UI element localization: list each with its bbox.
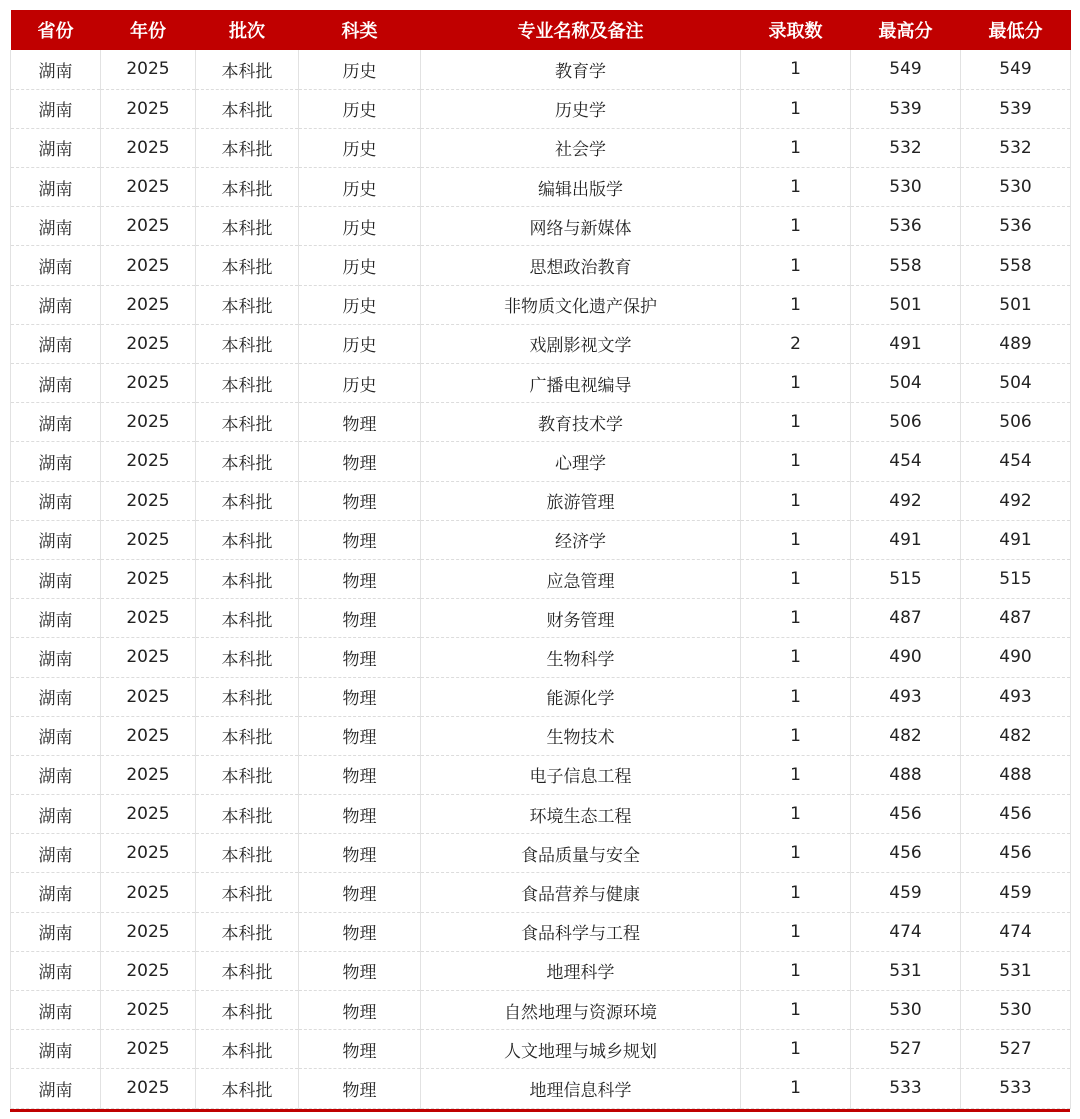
cell-subject: 物理 xyxy=(299,559,421,598)
cell-admitted: 1 xyxy=(741,1069,851,1108)
table-row xyxy=(11,50,1071,89)
cell-max-score: 491 xyxy=(851,324,961,363)
cell-province: 湖南 xyxy=(11,912,101,951)
cell-major: 应急管理 xyxy=(421,559,741,598)
cell-year: 2025 xyxy=(101,951,196,990)
cell-admitted: 1 xyxy=(741,599,851,638)
cell-province: 湖南 xyxy=(11,677,101,716)
cell-admitted: 1 xyxy=(741,168,851,207)
table-row xyxy=(11,168,1071,207)
cell-major: 非物质文化遗产保护 xyxy=(421,285,741,324)
cell-subject: 历史 xyxy=(299,89,421,128)
table-row xyxy=(11,912,1071,951)
cell-min-score: 504 xyxy=(961,364,1071,403)
cell-subject: 物理 xyxy=(299,481,421,520)
cell-batch: 本科批 xyxy=(196,168,299,207)
cell-year: 2025 xyxy=(101,128,196,167)
cell-subject: 物理 xyxy=(299,991,421,1030)
cell-province: 湖南 xyxy=(11,638,101,677)
cell-year: 2025 xyxy=(101,442,196,481)
cell-subject: 物理 xyxy=(299,716,421,755)
cell-year: 2025 xyxy=(101,716,196,755)
cell-major: 广播电视编导 xyxy=(421,364,741,403)
cell-max-score: 530 xyxy=(851,991,961,1030)
cell-admitted: 1 xyxy=(741,207,851,246)
cell-subject: 历史 xyxy=(299,246,421,285)
cell-min-score: 459 xyxy=(961,873,1071,912)
cell-admitted: 1 xyxy=(741,128,851,167)
cell-max-score: 549 xyxy=(851,50,961,89)
cell-admitted: 1 xyxy=(741,755,851,794)
table-row xyxy=(11,677,1071,716)
cell-province: 湖南 xyxy=(11,168,101,207)
table-body xyxy=(11,50,1071,1108)
cell-max-score: 488 xyxy=(851,755,961,794)
table-row xyxy=(11,559,1071,598)
cell-subject: 历史 xyxy=(299,168,421,207)
cell-min-score: 489 xyxy=(961,324,1071,363)
cell-max-score: 501 xyxy=(851,285,961,324)
cell-batch: 本科批 xyxy=(196,520,299,559)
cell-max-score: 491 xyxy=(851,520,961,559)
cell-admitted: 1 xyxy=(741,520,851,559)
cell-province: 湖南 xyxy=(11,991,101,1030)
cell-admitted: 1 xyxy=(741,89,851,128)
cell-max-score: 533 xyxy=(851,1069,961,1108)
cell-max-score: 459 xyxy=(851,873,961,912)
cell-batch: 本科批 xyxy=(196,912,299,951)
cell-subject: 物理 xyxy=(299,520,421,559)
cell-min-score: 515 xyxy=(961,559,1071,598)
cell-province: 湖南 xyxy=(11,50,101,89)
table-row xyxy=(11,716,1071,755)
cell-major: 心理学 xyxy=(421,442,741,481)
table-row xyxy=(11,755,1071,794)
cell-min-score: 533 xyxy=(961,1069,1071,1108)
cell-batch: 本科批 xyxy=(196,599,299,638)
cell-min-score: 490 xyxy=(961,638,1071,677)
cell-max-score: 456 xyxy=(851,834,961,873)
cell-admitted: 1 xyxy=(741,50,851,89)
cell-province: 湖南 xyxy=(11,599,101,638)
col-header-min-score: 最低分 xyxy=(961,10,1071,50)
cell-major: 旅游管理 xyxy=(421,481,741,520)
col-header-major: 专业名称及备注 xyxy=(421,10,741,50)
cell-admitted: 1 xyxy=(741,795,851,834)
cell-year: 2025 xyxy=(101,559,196,598)
cell-max-score: 456 xyxy=(851,795,961,834)
cell-major: 食品营养与健康 xyxy=(421,873,741,912)
cell-admitted: 1 xyxy=(741,403,851,442)
cell-major: 环境生态工程 xyxy=(421,795,741,834)
cell-batch: 本科批 xyxy=(196,834,299,873)
cell-admitted: 1 xyxy=(741,716,851,755)
cell-max-score: 487 xyxy=(851,599,961,638)
cell-major: 食品科学与工程 xyxy=(421,912,741,951)
cell-max-score: 492 xyxy=(851,481,961,520)
cell-province: 湖南 xyxy=(11,89,101,128)
cell-admitted: 1 xyxy=(741,834,851,873)
cell-batch: 本科批 xyxy=(196,442,299,481)
cell-batch: 本科批 xyxy=(196,481,299,520)
cell-major: 历史学 xyxy=(421,89,741,128)
cell-province: 湖南 xyxy=(11,1069,101,1108)
col-header-province: 省份 xyxy=(11,10,101,50)
cell-min-score: 549 xyxy=(961,50,1071,89)
cell-max-score: 493 xyxy=(851,677,961,716)
cell-year: 2025 xyxy=(101,755,196,794)
cell-year: 2025 xyxy=(101,638,196,677)
cell-major: 网络与新媒体 xyxy=(421,207,741,246)
cell-max-score: 532 xyxy=(851,128,961,167)
col-header-admitted: 录取数 xyxy=(741,10,851,50)
cell-max-score: 527 xyxy=(851,1030,961,1069)
table-row xyxy=(11,207,1071,246)
cell-year: 2025 xyxy=(101,1030,196,1069)
cell-max-score: 558 xyxy=(851,246,961,285)
cell-major: 食品质量与安全 xyxy=(421,834,741,873)
cell-batch: 本科批 xyxy=(196,716,299,755)
cell-province: 湖南 xyxy=(11,128,101,167)
cell-year: 2025 xyxy=(101,481,196,520)
cell-admitted: 1 xyxy=(741,364,851,403)
cell-batch: 本科批 xyxy=(196,873,299,912)
cell-batch: 本科批 xyxy=(196,89,299,128)
cell-max-score: 504 xyxy=(851,364,961,403)
cell-min-score: 527 xyxy=(961,1030,1071,1069)
cell-major: 地理科学 xyxy=(421,951,741,990)
cell-year: 2025 xyxy=(101,873,196,912)
cell-major: 经济学 xyxy=(421,520,741,559)
table-row xyxy=(11,834,1071,873)
table-row xyxy=(11,364,1071,403)
cell-province: 湖南 xyxy=(11,246,101,285)
cell-admitted: 1 xyxy=(741,951,851,990)
cell-year: 2025 xyxy=(101,834,196,873)
cell-year: 2025 xyxy=(101,50,196,89)
cell-province: 湖南 xyxy=(11,403,101,442)
cell-province: 湖南 xyxy=(11,324,101,363)
cell-max-score: 539 xyxy=(851,89,961,128)
table-row xyxy=(11,520,1071,559)
cell-max-score: 482 xyxy=(851,716,961,755)
cell-subject: 历史 xyxy=(299,50,421,89)
cell-province: 湖南 xyxy=(11,481,101,520)
cell-min-score: 530 xyxy=(961,168,1071,207)
cell-min-score: 506 xyxy=(961,403,1071,442)
cell-major: 教育技术学 xyxy=(421,403,741,442)
cell-min-score: 532 xyxy=(961,128,1071,167)
table-row xyxy=(11,991,1071,1030)
cell-batch: 本科批 xyxy=(196,285,299,324)
cell-min-score: 456 xyxy=(961,834,1071,873)
cell-admitted: 1 xyxy=(741,912,851,951)
cell-subject: 物理 xyxy=(299,599,421,638)
table-row xyxy=(11,873,1071,912)
cell-year: 2025 xyxy=(101,677,196,716)
cell-min-score: 474 xyxy=(961,912,1071,951)
cell-admitted: 1 xyxy=(741,481,851,520)
cell-admitted: 1 xyxy=(741,559,851,598)
cell-major: 教育学 xyxy=(421,50,741,89)
cell-province: 湖南 xyxy=(11,795,101,834)
cell-batch: 本科批 xyxy=(196,324,299,363)
cell-batch: 本科批 xyxy=(196,951,299,990)
table-row xyxy=(11,89,1071,128)
cell-batch: 本科批 xyxy=(196,403,299,442)
table-row xyxy=(11,442,1071,481)
bottom-rule xyxy=(10,1109,1070,1112)
cell-subject: 物理 xyxy=(299,403,421,442)
cell-batch: 本科批 xyxy=(196,991,299,1030)
cell-year: 2025 xyxy=(101,207,196,246)
cell-admitted: 1 xyxy=(741,638,851,677)
cell-min-score: 491 xyxy=(961,520,1071,559)
cell-province: 湖南 xyxy=(11,834,101,873)
cell-batch: 本科批 xyxy=(196,128,299,167)
cell-subject: 历史 xyxy=(299,364,421,403)
cell-min-score: 539 xyxy=(961,89,1071,128)
cell-major: 电子信息工程 xyxy=(421,755,741,794)
table-row xyxy=(11,246,1071,285)
cell-admitted: 1 xyxy=(741,285,851,324)
cell-subject: 物理 xyxy=(299,677,421,716)
cell-province: 湖南 xyxy=(11,1030,101,1069)
cell-min-score: 482 xyxy=(961,716,1071,755)
cell-major: 思想政治教育 xyxy=(421,246,741,285)
col-header-max-score: 最高分 xyxy=(851,10,961,50)
cell-province: 湖南 xyxy=(11,716,101,755)
table-row xyxy=(11,638,1071,677)
cell-major: 自然地理与资源环境 xyxy=(421,991,741,1030)
cell-major: 生物技术 xyxy=(421,716,741,755)
cell-admitted: 1 xyxy=(741,246,851,285)
cell-year: 2025 xyxy=(101,168,196,207)
table-row xyxy=(11,403,1071,442)
cell-max-score: 474 xyxy=(851,912,961,951)
cell-batch: 本科批 xyxy=(196,50,299,89)
table-row xyxy=(11,795,1071,834)
cell-year: 2025 xyxy=(101,364,196,403)
cell-major: 财务管理 xyxy=(421,599,741,638)
cell-subject: 历史 xyxy=(299,207,421,246)
cell-batch: 本科批 xyxy=(196,638,299,677)
cell-province: 湖南 xyxy=(11,207,101,246)
admission-table xyxy=(10,10,1071,1109)
cell-min-score: 454 xyxy=(961,442,1071,481)
col-header-subject: 科类 xyxy=(299,10,421,50)
cell-subject: 物理 xyxy=(299,755,421,794)
cell-major: 编辑出版学 xyxy=(421,168,741,207)
cell-year: 2025 xyxy=(101,795,196,834)
cell-batch: 本科批 xyxy=(196,795,299,834)
cell-batch: 本科批 xyxy=(196,1030,299,1069)
cell-batch: 本科批 xyxy=(196,246,299,285)
cell-province: 湖南 xyxy=(11,285,101,324)
cell-batch: 本科批 xyxy=(196,1069,299,1108)
cell-batch: 本科批 xyxy=(196,677,299,716)
cell-admitted: 1 xyxy=(741,442,851,481)
cell-admitted: 1 xyxy=(741,1030,851,1069)
cell-max-score: 515 xyxy=(851,559,961,598)
cell-province: 湖南 xyxy=(11,873,101,912)
cell-subject: 物理 xyxy=(299,951,421,990)
cell-min-score: 558 xyxy=(961,246,1071,285)
cell-year: 2025 xyxy=(101,599,196,638)
table-row xyxy=(11,951,1071,990)
cell-max-score: 490 xyxy=(851,638,961,677)
cell-year: 2025 xyxy=(101,1069,196,1108)
cell-min-score: 536 xyxy=(961,207,1071,246)
cell-year: 2025 xyxy=(101,89,196,128)
cell-province: 湖南 xyxy=(11,559,101,598)
cell-year: 2025 xyxy=(101,285,196,324)
cell-major: 能源化学 xyxy=(421,677,741,716)
cell-max-score: 530 xyxy=(851,168,961,207)
cell-subject: 物理 xyxy=(299,442,421,481)
cell-year: 2025 xyxy=(101,246,196,285)
table-row xyxy=(11,128,1071,167)
table-header-row xyxy=(11,10,1071,50)
cell-admitted: 1 xyxy=(741,873,851,912)
cell-year: 2025 xyxy=(101,324,196,363)
cell-year: 2025 xyxy=(101,520,196,559)
cell-province: 湖南 xyxy=(11,755,101,794)
cell-major: 戏剧影视文学 xyxy=(421,324,741,363)
cell-subject: 物理 xyxy=(299,638,421,677)
cell-min-score: 530 xyxy=(961,991,1071,1030)
cell-subject: 物理 xyxy=(299,873,421,912)
cell-subject: 历史 xyxy=(299,285,421,324)
cell-province: 湖南 xyxy=(11,364,101,403)
cell-admitted: 1 xyxy=(741,677,851,716)
cell-min-score: 492 xyxy=(961,481,1071,520)
cell-batch: 本科批 xyxy=(196,207,299,246)
cell-major: 社会学 xyxy=(421,128,741,167)
cell-subject: 物理 xyxy=(299,1069,421,1108)
cell-major: 人文地理与城乡规划 xyxy=(421,1030,741,1069)
cell-major: 地理信息科学 xyxy=(421,1069,741,1108)
cell-batch: 本科批 xyxy=(196,559,299,598)
cell-admitted: 2 xyxy=(741,324,851,363)
col-header-year: 年份 xyxy=(101,10,196,50)
cell-min-score: 487 xyxy=(961,599,1071,638)
table-row xyxy=(11,599,1071,638)
cell-max-score: 536 xyxy=(851,207,961,246)
cell-min-score: 501 xyxy=(961,285,1071,324)
cell-max-score: 454 xyxy=(851,442,961,481)
cell-min-score: 493 xyxy=(961,677,1071,716)
table-row xyxy=(11,285,1071,324)
cell-batch: 本科批 xyxy=(196,364,299,403)
col-header-batch: 批次 xyxy=(196,10,299,50)
table-row xyxy=(11,481,1071,520)
cell-subject: 历史 xyxy=(299,128,421,167)
cell-year: 2025 xyxy=(101,403,196,442)
cell-admitted: 1 xyxy=(741,991,851,1030)
cell-province: 湖南 xyxy=(11,520,101,559)
cell-max-score: 506 xyxy=(851,403,961,442)
cell-year: 2025 xyxy=(101,991,196,1030)
cell-year: 2025 xyxy=(101,912,196,951)
cell-subject: 物理 xyxy=(299,1030,421,1069)
table-row xyxy=(11,324,1071,363)
cell-subject: 物理 xyxy=(299,795,421,834)
cell-max-score: 531 xyxy=(851,951,961,990)
cell-min-score: 531 xyxy=(961,951,1071,990)
cell-subject: 物理 xyxy=(299,912,421,951)
cell-province: 湖南 xyxy=(11,951,101,990)
table-row xyxy=(11,1030,1071,1069)
cell-major: 生物科学 xyxy=(421,638,741,677)
table-row xyxy=(11,1069,1071,1108)
cell-subject: 物理 xyxy=(299,834,421,873)
cell-min-score: 456 xyxy=(961,795,1071,834)
admission-table-container xyxy=(10,10,1070,1112)
cell-min-score: 488 xyxy=(961,755,1071,794)
cell-subject: 历史 xyxy=(299,324,421,363)
cell-batch: 本科批 xyxy=(196,755,299,794)
cell-province: 湖南 xyxy=(11,442,101,481)
